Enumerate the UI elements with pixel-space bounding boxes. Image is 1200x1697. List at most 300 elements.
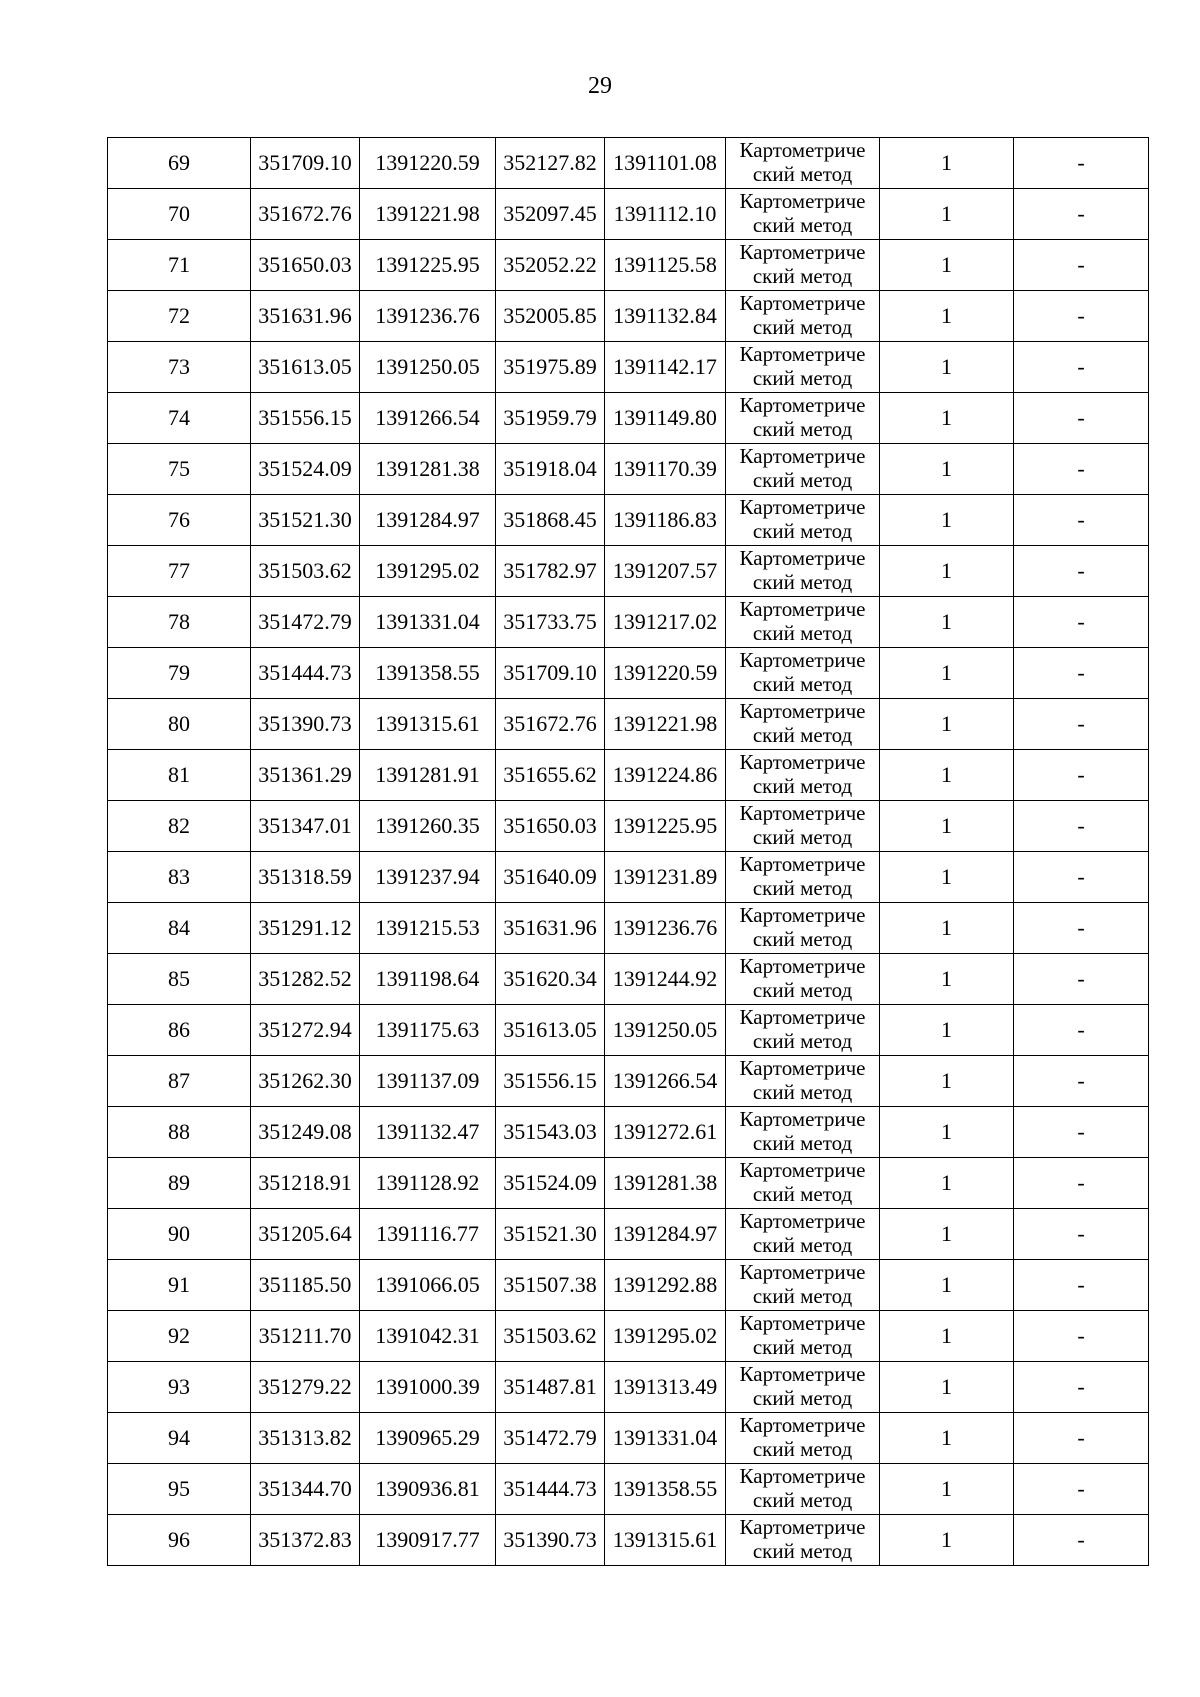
method-line-2: ский метод xyxy=(752,876,853,900)
x-coordinate-cell: 351205.64 xyxy=(251,1209,360,1260)
method-cell xyxy=(726,1005,880,1056)
note-cell: - xyxy=(1014,1260,1149,1311)
method-line-1: Картометриче xyxy=(739,1311,866,1335)
point-number-cell: 96 xyxy=(108,1515,251,1566)
method-line-2: ский метод xyxy=(752,672,853,696)
accuracy-cell: 1 xyxy=(880,750,1014,801)
x-coordinate-cell: 351282.52 xyxy=(251,954,360,1005)
method-line-2: ский метод xyxy=(752,978,853,1002)
method-cell xyxy=(726,1362,880,1413)
table-row xyxy=(108,699,1149,750)
x-coordinate-2-cell: 351733.75 xyxy=(496,597,605,648)
method-line-2: ский метод xyxy=(752,366,853,390)
method-line-2: ский метод xyxy=(752,162,853,186)
note-cell: - xyxy=(1014,1311,1149,1362)
table-row xyxy=(108,495,1149,546)
accuracy-cell: 1 xyxy=(880,597,1014,648)
point-number-cell: 84 xyxy=(108,903,251,954)
x-coordinate-cell: 351249.08 xyxy=(251,1107,360,1158)
accuracy-cell: 1 xyxy=(880,1362,1014,1413)
note-cell: - xyxy=(1014,189,1149,240)
x-coordinate-cell: 351313.82 xyxy=(251,1413,360,1464)
point-number-cell: 87 xyxy=(108,1056,251,1107)
accuracy-cell: 1 xyxy=(880,801,1014,852)
point-number-cell: 78 xyxy=(108,597,251,648)
y-coordinate-cell: 1391042.31 xyxy=(360,1311,496,1362)
method-line-1: Картометриче xyxy=(739,1107,866,1131)
table-row xyxy=(108,1005,1149,1056)
point-number-cell: 72 xyxy=(108,291,251,342)
method-line-1: Картометриче xyxy=(739,342,866,366)
note-cell: - xyxy=(1014,1515,1149,1566)
note-cell: - xyxy=(1014,852,1149,903)
method-cell xyxy=(726,903,880,954)
method-line-2: ский метод xyxy=(752,1284,853,1308)
method-line-1: Картометриче xyxy=(739,393,866,417)
point-number-cell: 75 xyxy=(108,444,251,495)
y-coordinate-cell: 1391260.35 xyxy=(360,801,496,852)
note-cell: - xyxy=(1014,240,1149,291)
method-cell xyxy=(726,1464,880,1515)
method-line-1: Картометриче xyxy=(739,1209,866,1233)
y-coordinate-2-cell: 1391225.95 xyxy=(605,801,726,852)
note-cell: - xyxy=(1014,954,1149,1005)
method-cell xyxy=(726,1515,880,1566)
method-cell xyxy=(726,750,880,801)
x-coordinate-cell: 351272.94 xyxy=(251,1005,360,1056)
point-number-cell: 74 xyxy=(108,393,251,444)
method-cell xyxy=(726,1107,880,1158)
y-coordinate-2-cell: 1391207.57 xyxy=(605,546,726,597)
y-coordinate-cell: 1390917.77 xyxy=(360,1515,496,1566)
method-line-1: Картометриче xyxy=(739,750,866,774)
y-coordinate-cell: 1391237.94 xyxy=(360,852,496,903)
x-coordinate-2-cell: 351620.34 xyxy=(496,954,605,1005)
x-coordinate-2-cell: 352097.45 xyxy=(496,189,605,240)
method-line-1: Картометриче xyxy=(739,699,866,723)
note-cell: - xyxy=(1014,1005,1149,1056)
x-coordinate-cell: 351672.76 xyxy=(251,189,360,240)
y-coordinate-cell: 1391250.05 xyxy=(360,342,496,393)
method-cell xyxy=(726,597,880,648)
method-line-2: ский метод xyxy=(752,213,853,237)
x-coordinate-cell: 351361.29 xyxy=(251,750,360,801)
method-line-2: ский метод xyxy=(752,1233,853,1257)
x-coordinate-2-cell: 352127.82 xyxy=(496,138,605,189)
method-cell xyxy=(726,699,880,750)
x-coordinate-2-cell: 351868.45 xyxy=(496,495,605,546)
point-number-cell: 83 xyxy=(108,852,251,903)
x-coordinate-cell: 351344.70 xyxy=(251,1464,360,1515)
note-cell: - xyxy=(1014,1413,1149,1464)
point-number-cell: 80 xyxy=(108,699,251,750)
method-line-2: ский метод xyxy=(752,1131,853,1155)
accuracy-cell: 1 xyxy=(880,138,1014,189)
x-coordinate-2-cell: 351631.96 xyxy=(496,903,605,954)
method-line-1: Картометриче xyxy=(739,1005,866,1029)
method-line-2: ский метод xyxy=(752,264,853,288)
y-coordinate-2-cell: 1391313.49 xyxy=(605,1362,726,1413)
method-line-1: Картометриче xyxy=(739,138,866,162)
method-line-2: ский метод xyxy=(752,519,853,543)
y-coordinate-cell: 1391215.53 xyxy=(360,903,496,954)
method-line-2: ский метод xyxy=(752,1080,853,1104)
point-number-cell: 77 xyxy=(108,546,251,597)
y-coordinate-cell: 1391066.05 xyxy=(360,1260,496,1311)
y-coordinate-2-cell: 1391220.59 xyxy=(605,648,726,699)
point-number-cell: 88 xyxy=(108,1107,251,1158)
y-coordinate-cell: 1391295.02 xyxy=(360,546,496,597)
point-number-cell: 69 xyxy=(108,138,251,189)
x-coordinate-cell: 351613.05 xyxy=(251,342,360,393)
method-cell xyxy=(726,189,880,240)
table-row xyxy=(108,240,1149,291)
accuracy-cell: 1 xyxy=(880,495,1014,546)
y-coordinate-cell: 1391116.77 xyxy=(360,1209,496,1260)
table-row xyxy=(108,138,1149,189)
table-row xyxy=(108,342,1149,393)
x-coordinate-2-cell: 351543.03 xyxy=(496,1107,605,1158)
accuracy-cell: 1 xyxy=(880,393,1014,444)
table-row xyxy=(108,597,1149,648)
x-coordinate-2-cell: 351959.79 xyxy=(496,393,605,444)
accuracy-cell: 1 xyxy=(880,240,1014,291)
point-number-cell: 73 xyxy=(108,342,251,393)
method-line-2: ский метод xyxy=(752,774,853,798)
note-cell: - xyxy=(1014,1056,1149,1107)
note-cell: - xyxy=(1014,393,1149,444)
x-coordinate-2-cell: 351524.09 xyxy=(496,1158,605,1209)
accuracy-cell: 1 xyxy=(880,291,1014,342)
x-coordinate-cell: 351444.73 xyxy=(251,648,360,699)
method-cell xyxy=(726,1158,880,1209)
table-row xyxy=(108,954,1149,1005)
method-cell xyxy=(726,444,880,495)
table-row xyxy=(108,1515,1149,1566)
coordinates-table xyxy=(107,137,1149,1566)
method-line-1: Картометриче xyxy=(739,1362,866,1386)
method-cell xyxy=(726,342,880,393)
method-line-1: Картометриче xyxy=(739,852,866,876)
method-line-1: Картометриче xyxy=(739,801,866,825)
y-coordinate-2-cell: 1391295.02 xyxy=(605,1311,726,1362)
table-row xyxy=(108,1158,1149,1209)
method-cell xyxy=(726,1056,880,1107)
method-line-1: Картометриче xyxy=(739,1056,866,1080)
note-cell: - xyxy=(1014,801,1149,852)
point-number-cell: 79 xyxy=(108,648,251,699)
accuracy-cell: 1 xyxy=(880,852,1014,903)
y-coordinate-2-cell: 1391132.84 xyxy=(605,291,726,342)
table-row xyxy=(108,750,1149,801)
x-coordinate-2-cell: 351472.79 xyxy=(496,1413,605,1464)
point-number-cell: 95 xyxy=(108,1464,251,1515)
point-number-cell: 82 xyxy=(108,801,251,852)
accuracy-cell: 1 xyxy=(880,1260,1014,1311)
y-coordinate-2-cell: 1391170.39 xyxy=(605,444,726,495)
note-cell: - xyxy=(1014,597,1149,648)
point-number-cell: 86 xyxy=(108,1005,251,1056)
x-coordinate-2-cell: 352005.85 xyxy=(496,291,605,342)
x-coordinate-2-cell: 351521.30 xyxy=(496,1209,605,1260)
method-cell xyxy=(726,1209,880,1260)
accuracy-cell: 1 xyxy=(880,1464,1014,1515)
y-coordinate-2-cell: 1391284.97 xyxy=(605,1209,726,1260)
y-coordinate-cell: 1390936.81 xyxy=(360,1464,496,1515)
x-coordinate-2-cell: 351390.73 xyxy=(496,1515,605,1566)
x-coordinate-cell: 351347.01 xyxy=(251,801,360,852)
x-coordinate-2-cell: 351487.81 xyxy=(496,1362,605,1413)
method-cell xyxy=(726,648,880,699)
method-line-1: Картометриче xyxy=(739,240,866,264)
table-row xyxy=(108,1260,1149,1311)
x-coordinate-2-cell: 351782.97 xyxy=(496,546,605,597)
y-coordinate-cell: 1390965.29 xyxy=(360,1413,496,1464)
accuracy-cell: 1 xyxy=(880,1005,1014,1056)
method-line-2: ский метод xyxy=(752,1488,853,1512)
method-line-2: ский метод xyxy=(752,1539,853,1563)
table-row xyxy=(108,393,1149,444)
accuracy-cell: 1 xyxy=(880,189,1014,240)
method-cell xyxy=(726,1413,880,1464)
note-cell: - xyxy=(1014,138,1149,189)
method-line-1: Картометриче xyxy=(739,648,866,672)
method-line-2: ский метод xyxy=(752,468,853,492)
x-coordinate-2-cell: 351918.04 xyxy=(496,444,605,495)
method-cell xyxy=(726,954,880,1005)
table-row xyxy=(108,801,1149,852)
x-coordinate-2-cell: 351444.73 xyxy=(496,1464,605,1515)
table-row xyxy=(108,903,1149,954)
x-coordinate-cell: 351472.79 xyxy=(251,597,360,648)
note-cell: - xyxy=(1014,1362,1149,1413)
y-coordinate-2-cell: 1391358.55 xyxy=(605,1464,726,1515)
note-cell: - xyxy=(1014,342,1149,393)
accuracy-cell: 1 xyxy=(880,444,1014,495)
x-coordinate-cell: 351262.30 xyxy=(251,1056,360,1107)
method-line-1: Картометриче xyxy=(739,546,866,570)
note-cell: - xyxy=(1014,903,1149,954)
method-line-1: Картометриче xyxy=(739,1413,866,1437)
y-coordinate-cell: 1391358.55 xyxy=(360,648,496,699)
method-line-2: ский метод xyxy=(752,1335,853,1359)
x-coordinate-2-cell: 351709.10 xyxy=(496,648,605,699)
y-coordinate-2-cell: 1391224.86 xyxy=(605,750,726,801)
y-coordinate-2-cell: 1391331.04 xyxy=(605,1413,726,1464)
y-coordinate-2-cell: 1391149.80 xyxy=(605,393,726,444)
method-line-1: Картометриче xyxy=(739,1464,866,1488)
table-row xyxy=(108,1362,1149,1413)
accuracy-cell: 1 xyxy=(880,1413,1014,1464)
y-coordinate-cell: 1391315.61 xyxy=(360,699,496,750)
method-cell xyxy=(726,1311,880,1362)
method-cell xyxy=(726,546,880,597)
note-cell: - xyxy=(1014,291,1149,342)
x-coordinate-2-cell: 351507.38 xyxy=(496,1260,605,1311)
table-row xyxy=(108,189,1149,240)
y-coordinate-cell: 1391000.39 xyxy=(360,1362,496,1413)
y-coordinate-2-cell: 1391281.38 xyxy=(605,1158,726,1209)
x-coordinate-2-cell: 351655.62 xyxy=(496,750,605,801)
accuracy-cell: 1 xyxy=(880,342,1014,393)
method-line-1: Картометриче xyxy=(739,1158,866,1182)
method-line-2: ский метод xyxy=(752,417,853,441)
note-cell: - xyxy=(1014,444,1149,495)
accuracy-cell: 1 xyxy=(880,1209,1014,1260)
x-coordinate-cell: 351524.09 xyxy=(251,444,360,495)
method-line-1: Картометриче xyxy=(739,903,866,927)
note-cell: - xyxy=(1014,1107,1149,1158)
method-cell xyxy=(726,291,880,342)
x-coordinate-cell: 351372.83 xyxy=(251,1515,360,1566)
accuracy-cell: 1 xyxy=(880,903,1014,954)
y-coordinate-2-cell: 1391101.08 xyxy=(605,138,726,189)
y-coordinate-2-cell: 1391186.83 xyxy=(605,495,726,546)
table-row xyxy=(108,291,1149,342)
y-coordinate-2-cell: 1391236.76 xyxy=(605,903,726,954)
x-coordinate-2-cell: 351975.89 xyxy=(496,342,605,393)
table-row xyxy=(108,1107,1149,1158)
point-number-cell: 90 xyxy=(108,1209,251,1260)
accuracy-cell: 1 xyxy=(880,1158,1014,1209)
y-coordinate-cell: 1391198.64 xyxy=(360,954,496,1005)
y-coordinate-2-cell: 1391244.92 xyxy=(605,954,726,1005)
note-cell: - xyxy=(1014,495,1149,546)
accuracy-cell: 1 xyxy=(880,1056,1014,1107)
y-coordinate-2-cell: 1391217.02 xyxy=(605,597,726,648)
y-coordinate-2-cell: 1391142.17 xyxy=(605,342,726,393)
y-coordinate-cell: 1391281.38 xyxy=(360,444,496,495)
y-coordinate-cell: 1391221.98 xyxy=(360,189,496,240)
table-row xyxy=(108,1413,1149,1464)
y-coordinate-cell: 1391175.63 xyxy=(360,1005,496,1056)
point-number-cell: 94 xyxy=(108,1413,251,1464)
x-coordinate-2-cell: 351640.09 xyxy=(496,852,605,903)
point-number-cell: 85 xyxy=(108,954,251,1005)
method-line-2: ский метод xyxy=(752,1386,853,1410)
x-coordinate-cell: 351185.50 xyxy=(251,1260,360,1311)
table-row xyxy=(108,648,1149,699)
method-line-2: ский метод xyxy=(752,621,853,645)
method-line-2: ский метод xyxy=(752,1029,853,1053)
x-coordinate-cell: 351650.03 xyxy=(251,240,360,291)
note-cell: - xyxy=(1014,1464,1149,1515)
method-line-1: Картометриче xyxy=(739,444,866,468)
y-coordinate-cell: 1391331.04 xyxy=(360,597,496,648)
method-line-1: Картометриче xyxy=(739,1260,866,1284)
y-coordinate-cell: 1391132.47 xyxy=(360,1107,496,1158)
method-line-1: Картометриче xyxy=(739,954,866,978)
method-cell xyxy=(726,495,880,546)
note-cell: - xyxy=(1014,699,1149,750)
note-cell: - xyxy=(1014,546,1149,597)
method-cell xyxy=(726,138,880,189)
point-number-cell: 81 xyxy=(108,750,251,801)
accuracy-cell: 1 xyxy=(880,546,1014,597)
x-coordinate-2-cell: 351650.03 xyxy=(496,801,605,852)
y-coordinate-cell: 1391137.09 xyxy=(360,1056,496,1107)
table-row xyxy=(108,1209,1149,1260)
x-coordinate-cell: 351218.91 xyxy=(251,1158,360,1209)
accuracy-cell: 1 xyxy=(880,1515,1014,1566)
method-cell xyxy=(726,852,880,903)
x-coordinate-2-cell: 351613.05 xyxy=(496,1005,605,1056)
x-coordinate-cell: 351709.10 xyxy=(251,138,360,189)
method-line-1: Картометриче xyxy=(739,189,866,213)
table-body xyxy=(108,138,1149,1566)
x-coordinate-2-cell: 352052.22 xyxy=(496,240,605,291)
table-row xyxy=(108,1464,1149,1515)
y-coordinate-2-cell: 1391125.58 xyxy=(605,240,726,291)
method-line-2: ский метод xyxy=(752,825,853,849)
method-line-2: ский метод xyxy=(752,927,853,951)
accuracy-cell: 1 xyxy=(880,954,1014,1005)
y-coordinate-cell: 1391236.76 xyxy=(360,291,496,342)
y-coordinate-2-cell: 1391231.89 xyxy=(605,852,726,903)
y-coordinate-cell: 1391128.92 xyxy=(360,1158,496,1209)
method-line-1: Картометриче xyxy=(739,291,866,315)
method-line-2: ский метод xyxy=(752,570,853,594)
point-number-cell: 92 xyxy=(108,1311,251,1362)
y-coordinate-cell: 1391284.97 xyxy=(360,495,496,546)
y-coordinate-cell: 1391225.95 xyxy=(360,240,496,291)
accuracy-cell: 1 xyxy=(880,648,1014,699)
note-cell: - xyxy=(1014,750,1149,801)
note-cell: - xyxy=(1014,1158,1149,1209)
method-line-2: ский метод xyxy=(752,315,853,339)
point-number-cell: 91 xyxy=(108,1260,251,1311)
method-line-1: Картометриче xyxy=(739,495,866,519)
accuracy-cell: 1 xyxy=(880,1311,1014,1362)
y-coordinate-cell: 1391220.59 xyxy=(360,138,496,189)
y-coordinate-2-cell: 1391272.61 xyxy=(605,1107,726,1158)
point-number-cell: 70 xyxy=(108,189,251,240)
x-coordinate-2-cell: 351503.62 xyxy=(496,1311,605,1362)
point-number-cell: 93 xyxy=(108,1362,251,1413)
point-number-cell: 76 xyxy=(108,495,251,546)
method-line-2: ский метод xyxy=(752,1437,853,1461)
table-row xyxy=(108,1056,1149,1107)
method-line-2: ский метод xyxy=(752,1182,853,1206)
x-coordinate-cell: 351503.62 xyxy=(251,546,360,597)
method-line-1: Картометриче xyxy=(739,1515,866,1539)
y-coordinate-2-cell: 1391112.10 xyxy=(605,189,726,240)
method-cell xyxy=(726,801,880,852)
method-cell xyxy=(726,240,880,291)
table-row xyxy=(108,546,1149,597)
accuracy-cell: 1 xyxy=(880,699,1014,750)
x-coordinate-2-cell: 351672.76 xyxy=(496,699,605,750)
x-coordinate-cell: 351521.30 xyxy=(251,495,360,546)
x-coordinate-cell: 351211.70 xyxy=(251,1311,360,1362)
note-cell: - xyxy=(1014,1209,1149,1260)
table-row xyxy=(108,1311,1149,1362)
y-coordinate-2-cell: 1391266.54 xyxy=(605,1056,726,1107)
x-coordinate-cell: 351291.12 xyxy=(251,903,360,954)
x-coordinate-cell: 351631.96 xyxy=(251,291,360,342)
y-coordinate-2-cell: 1391250.05 xyxy=(605,1005,726,1056)
accuracy-cell: 1 xyxy=(880,1107,1014,1158)
method-cell xyxy=(726,1260,880,1311)
y-coordinate-cell: 1391281.91 xyxy=(360,750,496,801)
page-number: 29 xyxy=(588,73,612,99)
method-line-1: Картометриче xyxy=(739,597,866,621)
method-cell xyxy=(726,393,880,444)
y-coordinate-2-cell: 1391315.61 xyxy=(605,1515,726,1566)
table-row xyxy=(108,852,1149,903)
x-coordinate-cell: 351318.59 xyxy=(251,852,360,903)
method-line-2: ский метод xyxy=(752,723,853,747)
